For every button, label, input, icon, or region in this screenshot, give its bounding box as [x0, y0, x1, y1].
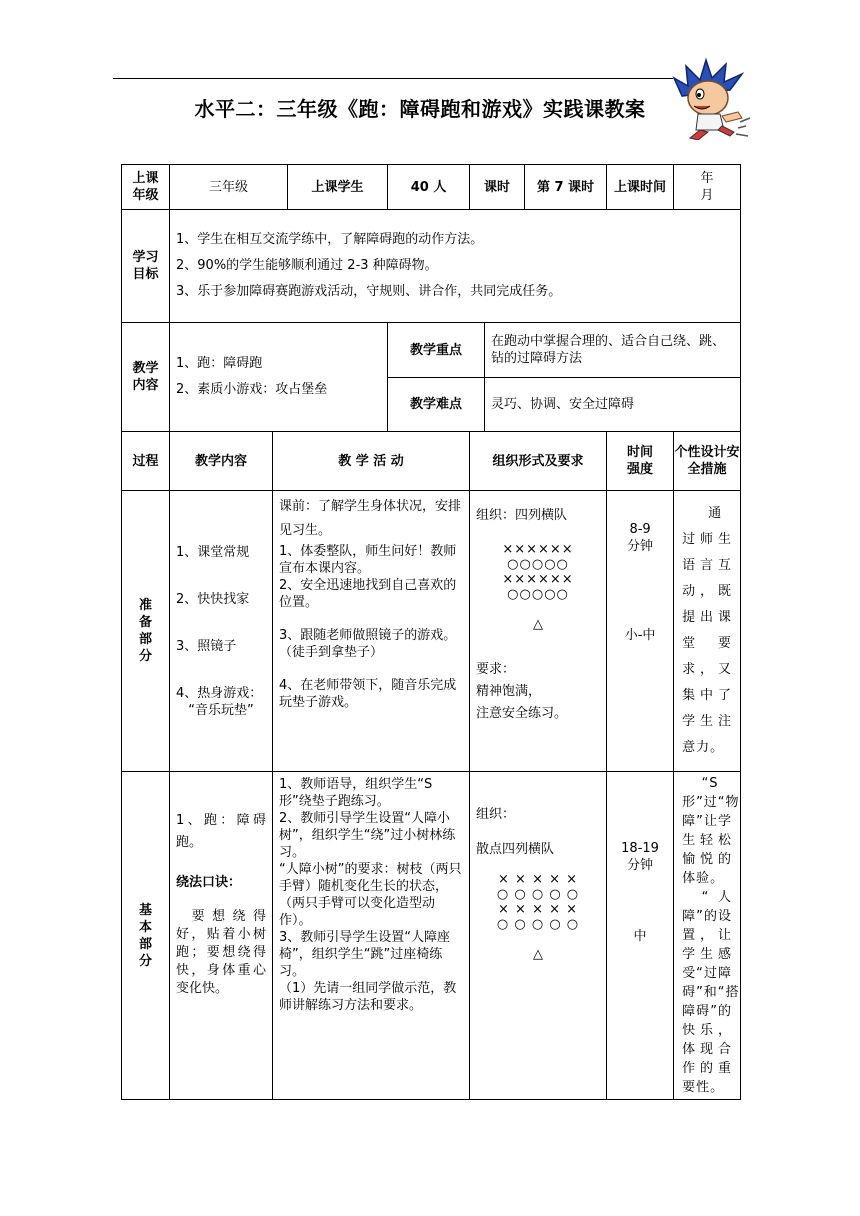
basic-row: [122, 772, 741, 1100]
header-activity: 教 学 活 动: [273, 432, 470, 491]
activity-item: 2、教师引导学生设置“人障小树”，组织学生“绕”过小树林练习。: [279, 811, 456, 860]
header-rule: [113, 78, 673, 79]
basic-section-label: 基 本 部 分: [122, 772, 170, 1100]
req-item: 注意安全练习。: [476, 706, 568, 721]
period-label: 课时: [470, 165, 525, 210]
prep-contents: [170, 491, 273, 772]
basic-time-intensity: 18-19 分钟 中: [607, 772, 674, 1100]
prep-safety: 通过师生语言互动，既提出课堂要求，又集中了学生注意力。: [674, 491, 741, 772]
activity-item: 课前：了解学生身体状况，安排见习生。: [279, 499, 462, 538]
difficulty-label: 教学难点: [388, 378, 485, 432]
goal-item: 1、学生在相互交流学练中，了解障碍跑的动作方法。: [176, 232, 484, 247]
goal-item: 2、90%的学生能够顺利通过 2-3 种障碍物。: [176, 258, 438, 273]
goal-item: 3、乐于参加障碍赛跑游戏活动，守规则、讲合作，共同完成任务。: [176, 284, 562, 299]
activity-item: （1）先请一组同学做示范，教师讲解练习方法和要求。: [279, 981, 457, 1013]
req-title: 要求：: [476, 662, 516, 677]
goals-label: 学习 目标: [122, 210, 170, 323]
activity-item: 3、教师引导学生设置“人障座椅”，组织学生“跳”过座椅练习。: [279, 930, 451, 979]
content-item: 1、跑：障碍跑: [176, 356, 263, 371]
info-row: [122, 165, 741, 210]
key-label: 教学重点: [388, 323, 485, 378]
prep-content-item: 4、热身游戏：: [176, 685, 263, 701]
activity-item: 1、体委整队，师生问好！教师宣布本课内容。: [279, 544, 457, 576]
header-safety: 个性设计安 全措施: [674, 432, 741, 491]
basic-activity: [273, 772, 470, 1100]
grade-value: 三年级: [170, 165, 288, 210]
time-label: 上课时间: [607, 165, 674, 210]
prep-time-intensity: 8-9 分钟 小-中: [607, 491, 674, 772]
content-label: 教学 内容: [122, 323, 170, 432]
activity-item: 3、跟随老师做照镜子的游戏。: [279, 628, 457, 643]
student-formation: ×××××× ○○○○○ ×××××× ○○○○○: [502, 542, 574, 602]
tip-text: 要想绕得好，贴着小树跑；要想绕得快，身体重心变化快。: [176, 909, 266, 996]
prep-section-label: 准 备 部 分: [122, 491, 170, 772]
key-value: 在跑动中掌握合理的、适合自己绕、跳、钻的过障碍方法: [485, 323, 741, 378]
basic-content-item: 1、跑：障碍跑。: [176, 813, 266, 850]
tip-title: 绕法口诀：: [176, 875, 242, 890]
running-cartoon-illustration: [668, 56, 752, 140]
req-item: 精神饱满，: [476, 684, 542, 699]
prep-organization: [470, 491, 607, 772]
activity-item: （徒手到拿垫子）: [279, 645, 384, 660]
grade-label: 上课 年级: [122, 165, 170, 210]
student-formation: × × × × × ○ ○ ○ ○ ○ × × × × × ○ ○ ○ ○ ○: [496, 872, 580, 932]
org-subtitle: 散点四列横队: [476, 842, 555, 857]
org-title: 组织：: [476, 807, 516, 822]
header-teaching-content: 教学内容: [170, 432, 273, 491]
content-list: [170, 323, 388, 432]
basic-contents: [170, 772, 273, 1100]
header-row: [122, 432, 741, 491]
difficulty-value: 灵巧、协调、安全过障碍: [485, 378, 741, 432]
prep-content-item: “音乐玩垫”: [188, 702, 254, 718]
header-time-intensity: 时间 强度: [607, 432, 674, 491]
students-label: 上课学生: [288, 165, 388, 210]
basic-safety: “S 形”过“物障”让学生轻松愉悦的体验。 “人障”的设置，让学生感受“过障碍”和“搭障碍”的快乐，体现合作的重要性。: [674, 772, 741, 1100]
prep-content-item: 3、照镜子: [176, 638, 237, 654]
prep-content-item: 1、课堂常规: [176, 544, 250, 560]
basic-organization: [470, 772, 607, 1100]
page-title: 水平二：三年级《跑：障碍跑和游戏》实践课教案: [194, 97, 646, 121]
goals-row: [122, 210, 741, 323]
students-value: 40 人: [388, 165, 470, 210]
time-value: 年 月: [674, 165, 741, 210]
prep-activity: [273, 491, 470, 772]
basic-intensity: 中: [633, 929, 647, 944]
content-item: 2、素质小游戏：攻占堡垒: [176, 382, 328, 397]
header-process: 过程: [122, 432, 170, 491]
prep-row: [122, 491, 741, 772]
goals-list: [170, 210, 741, 323]
teacher-marker: △: [533, 947, 544, 962]
org-title: 组织：四列横队: [476, 508, 568, 523]
activity-item: “人障小树”的要求：树枝（两只手臂）随机变化生长的状态，（两只手臂可以变化造型动作）。: [279, 862, 462, 928]
teacher-marker: △: [533, 617, 544, 632]
period-value: 第 7 课时: [525, 165, 607, 210]
lesson-plan-table: [121, 164, 741, 1100]
prep-content-item: 2、快快找家: [176, 591, 250, 607]
header-organization: 组织形式及要求: [470, 432, 607, 491]
prep-intensity: 小-中: [624, 628, 656, 643]
content-key-row: [122, 323, 741, 378]
activity-item: 2、安全迅速地找到自己喜欢的位置。: [279, 578, 457, 610]
activity-item: 1、教师语导，组织学生“S形”绕垫子跑练习。: [279, 777, 433, 809]
activity-item: 4、在老师带领下，随音乐完成玩垫子游戏。: [279, 678, 457, 710]
